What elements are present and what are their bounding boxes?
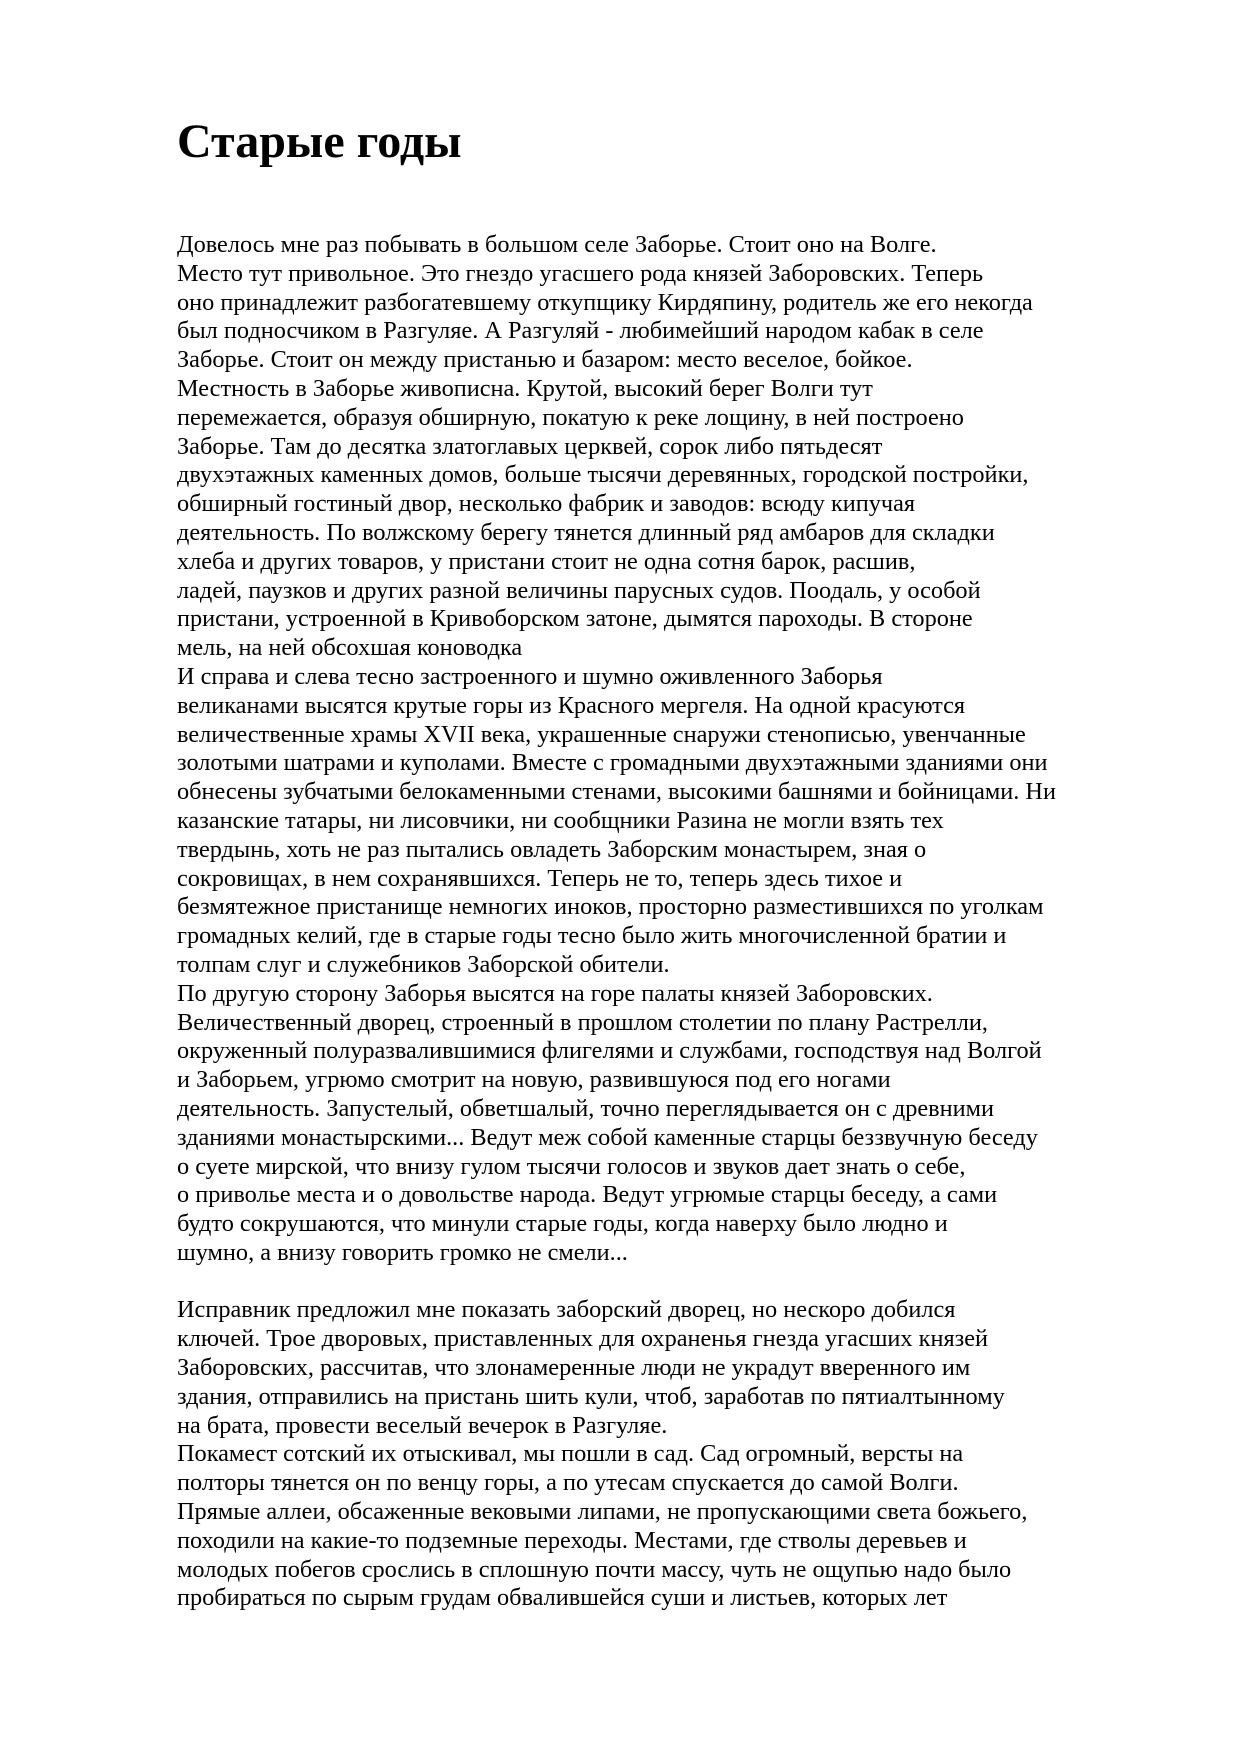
text-line: и Заборьем, угрюмо смотрит на новую, развившуюся под его ногами — [177, 1066, 891, 1094]
text-line: Величественный дворец, строенный в прошлом столетии по плану Растрелли, — [177, 1008, 988, 1036]
text-line: полторы тянется он по венцу горы, а по утесам спускается до самой Волги. — [177, 1469, 959, 1497]
text-line: мель, на ней обсохшая коноводка — [177, 634, 523, 662]
text-line: сокровищах, в нем сохранявшихся. Теперь не то, теперь здесь тихое и — [177, 864, 903, 892]
text-line: Местность в Заборье живописна. Крутой, высокий берег Волги тут — [177, 374, 873, 402]
text-line: деятельность. По волжскому берегу тянется длинный ряд амбаров для складки — [177, 518, 995, 546]
text-line: обширный гостиный двор, несколько фабрик и заводов: всюду кипучая — [177, 490, 916, 518]
text-line: Довелось мне раз побывать в большом селе Заборье. Стоит оно на Волге. — [177, 231, 937, 258]
text-line: золотыми шатрами и куполами. Вместе с громадными двухэтажными зданиями они — [177, 749, 1048, 777]
text-line: Прямые аллеи, обсаженные вековыми липами, не пропускающими света божьего, — [177, 1498, 1028, 1526]
paragraph-gap — [177, 1268, 1177, 1297]
text-line: о приволье места и о довольстве народа. Ведут угрюмые старцы беседу, а сами — [177, 1181, 998, 1209]
text-line: зданиями монастырскими... Ведут меж собой каменные старцы беззвучную беседу — [177, 1123, 1038, 1151]
text-line: окруженный полуразвалившимися флигелями и службами, господствуя над Волгой — [177, 1037, 1042, 1065]
text-line: Заборье. Там до десятка златоглавых церквей, сорок либо пятьдесят — [177, 432, 883, 460]
text-line: ладей, паузков и других разной величины парусных судов. Поодаль, у особой — [177, 576, 981, 604]
text-line: Заборье. Стоит он между пристанью и базаром: место веселое, бойкое. — [177, 346, 913, 374]
text-line: безмятежное пристанище немногих иноков, просторно разместившихся по уголкам — [177, 893, 1044, 921]
text-line: твердынь, хоть не раз пытались овладеть Заборским монастырем, зная о — [177, 835, 927, 863]
text-line: на брата, провести веселый вечерок в Разгуляе. — [177, 1411, 668, 1439]
text-line: И справа и слева тесно застроенного и шумно оживленного Заборья — [177, 662, 883, 690]
text-line: хлеба и других товаров, у пристани стоит не одна сотня барок, расшив, — [177, 547, 916, 575]
page-title: Старые годы — [177, 115, 462, 168]
text-line: был подносчиком в Разгуляе. А Разгуляй - любимейший народом кабак в селе — [177, 317, 984, 345]
text-line: оно принадлежит разбогатевшему откупщику Кирдяпину, родитель же его некогда — [177, 288, 1033, 316]
text-line: двухэтажных каменных домов, больше тысячи деревянных, городской постройки, — [177, 461, 1029, 489]
text-line: ключей. Трое дворовых, приставленных для охраненья гнезда угасших князей — [177, 1325, 989, 1353]
text-line: молодых побегов срослись в сплошную почти массу, чуть не ощупью надо было — [177, 1555, 1012, 1583]
body-text — [177, 231, 1177, 1613]
text-line: казанские татары, ни лисовчики, ни сообщники Разина не могли взять тех — [177, 806, 944, 834]
text-line: обнесены зубчатыми белокаменными стенами, высокими башнями и бойницами. Ни — [177, 778, 1056, 806]
text-line: пристани, устроенной в Кривоборском затоне, дымятся пароходы. В стороне — [177, 605, 973, 633]
text-line: По другую сторону Заборья высятся на горе палаты князей Заборовских. — [177, 979, 933, 1007]
text-line: громадных келий, где в старые годы тесно было жить многочисленной братии и — [177, 922, 1007, 950]
text-line: о суете мирской, что внизу гулом тысячи голосов и звуков дает знать о себе, — [177, 1152, 966, 1180]
text-line: будто сокрушаются, что минули старые годы, когда наверху было людно и — [177, 1210, 948, 1238]
text-line: перемежается, образуя обширную, покатую к реке лощину, в ней построено — [177, 403, 964, 431]
text-line: Место тут привольное. Это гнездо угасшего рода князей Заборовских. Теперь — [177, 259, 984, 287]
text-line: Покамест сотский их отыскивал, мы пошли в сад. Сад огромный, версты на — [177, 1440, 964, 1468]
text-line: здания, отправились на пристань шить кули, чтоб, заработав по пятиалтынному — [177, 1382, 1005, 1410]
text-line: толпам слуг и служебников Заборской обители. — [177, 950, 670, 978]
text-line: Заборовских, рассчитав, что злонамеренные люди не украдут вверенного им — [177, 1354, 971, 1382]
text-line: походили на какие-то подземные переходы. Местами, где стволы деревьев и — [177, 1526, 967, 1554]
text-line: великанами высятся крутые горы из Красного мергеля. На одной красуются — [177, 691, 966, 719]
text-line: величественные храмы XVII века, украшенные снаружи стенописью, увенчанные — [177, 720, 1026, 748]
text-line: деятельность. Запустелый, обветшалый, точно переглядывается он с древними — [177, 1094, 995, 1122]
text-line: шумно, а внизу говорить громко не смели... — [177, 1238, 628, 1266]
text-line: Исправник предложил мне показать заборский дворец, но нескоро добился — [177, 1296, 956, 1324]
text-line: пробираться по сырым грудам обвалившейся суши и листьев, которых лет — [177, 1584, 948, 1612]
